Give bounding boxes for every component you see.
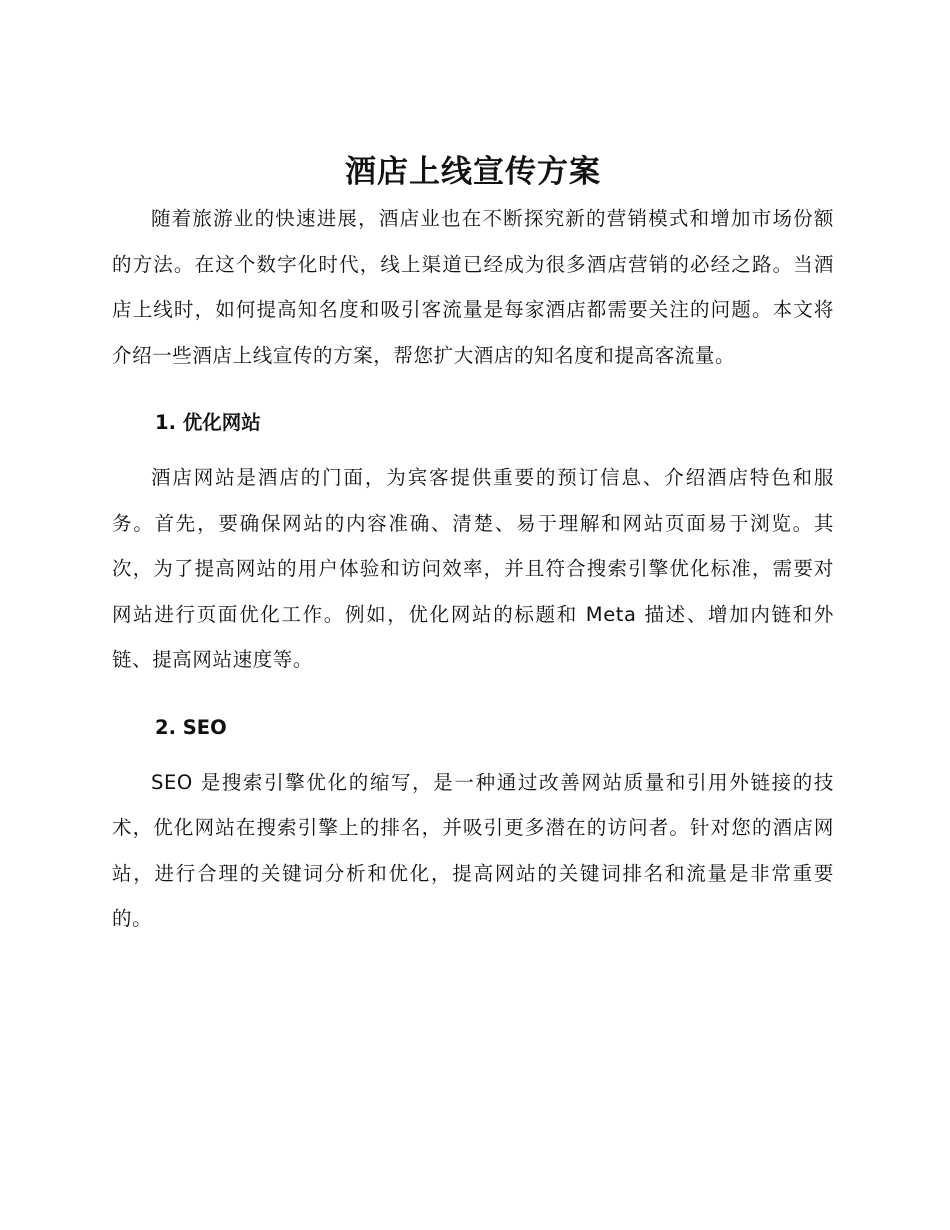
document-content — [112, 150, 834, 942]
section-paragraph-optimize-website: 酒店网站是酒店的门面，为宾客提供重要的预订信息、介绍酒店特色和服务。首先，要确保网站的内容准确、清楚、易于理解和网站页面易于浏览。其次，为了提高网站的用户体验和访问效率，并且符合搜索引擎优化标准，需要对网站进行页面优化工作。例如，优化网站的标题和 Meta 描述、增加内链和外链、提高网站速度等。 — [112, 466, 834, 671]
spacer — [112, 378, 834, 388]
section-heading-optimize-website: 1. 优化网站 — [155, 411, 261, 434]
section-paragraph-seo: SEO 是搜索引擎优化的缩写，是一种通过改善网站质量和引用外链接的技术，优化网站在搜索引擎上的排名，并吸引更多潜在的访问者。针对您的酒店网站，进行合理的关键词分析和优化，提高网站的关键词排名和流量是非常重要的。 — [112, 770, 834, 930]
intro-paragraph: 随着旅游业的快速进展，酒店业也在不断探究新的营销模式和增加市场份额的方法。在这个数字化时代，线上渠道已经成为很多酒店营销的必经之路。当酒店上线时，如何提高知名度和吸引客流量是每家酒店都需要关注的问题。本文将介绍一些酒店上线宣传的方案，帮您扩大酒店的知名度和提高客流量。 — [112, 207, 834, 367]
section-heading-seo: 2. SEO — [155, 715, 227, 739]
page-title: 酒店上线宣传方案 — [345, 154, 601, 190]
spacer — [112, 683, 834, 693]
